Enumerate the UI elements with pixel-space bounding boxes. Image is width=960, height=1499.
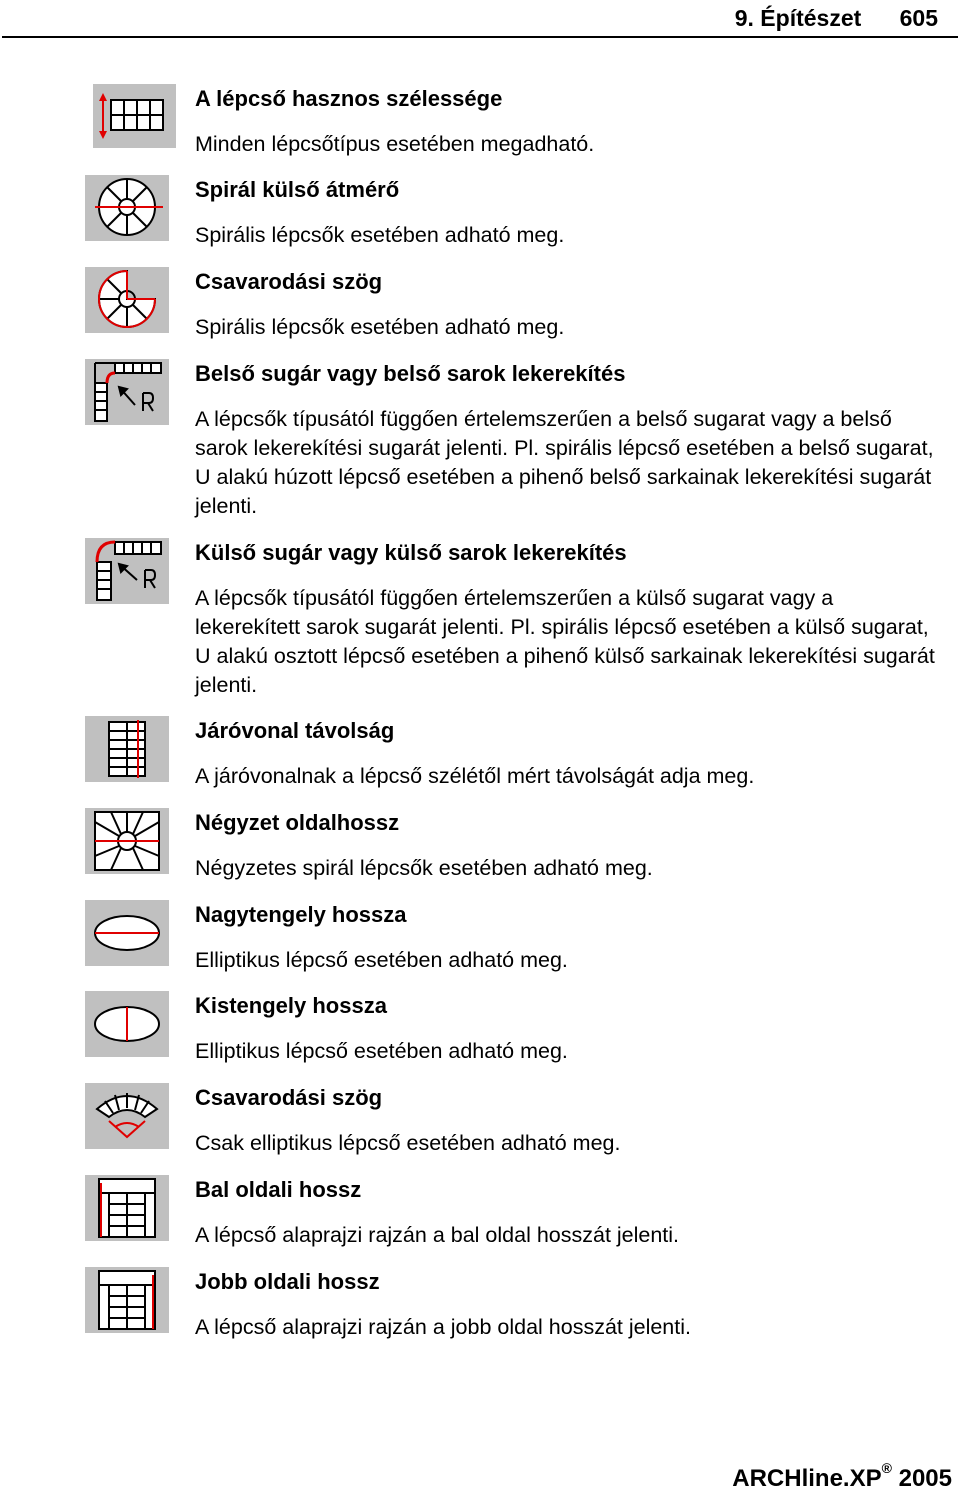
entry-description: A lépcsők típusától függően értelemszerűen a külső sugarat vagy a lekerekített sarok sugarát jelenti. Pl. spirális lépcső esetében a külső sugarat, U alakú osztott lépcső esetében a pihenő külső sarkainak lekerekítési sugarát jelenti. [195,586,935,697]
minor-axis-icon [85,991,169,1057]
registered-trademark: ® [881,1460,892,1476]
entry-description: Csak elliptikus lépcső esetében adható meg. [195,1131,621,1155]
entry-description: Spirális lépcsők esetében adható meg. [195,315,565,339]
spiral-diameter-icon [85,175,169,241]
twist-angle-icon [85,267,169,333]
square-side-icon [85,808,169,874]
entry-description: Minden lépcsőtípus esetében megadható. [195,132,595,156]
product-year: 2005 [898,1465,952,1492]
entry-title: Csavarodási szög [195,1085,383,1110]
stair-width-icon [93,84,176,148]
entry-title: Négyzet oldalhossz [195,810,400,835]
page-number: 605 [899,5,938,31]
header-rule [2,36,958,38]
chapter-title: 9. Építészet [734,5,862,31]
entry-title: Külső sugár vagy külső sarok lekerekítés [195,540,627,565]
entry-title: A lépcső hasznos szélessége [195,86,503,111]
elliptic-twist-icon [85,1083,169,1149]
outer-radius-icon [85,538,169,604]
left-side-length-icon [85,1175,169,1241]
entry-description: A járóvonalnak a lépcső szélétől mért távolságát adja meg. [195,764,755,788]
entry-description: A lépcsők típusától függően értelemszerűen a belső sugarat vagy a belső sarok lekerekítési sugarát jelenti. Pl. spirális lépcső esetében a belső sugarat, U alakú húzott lépcső esetében a pihenő belső sarkainak lekerekítési sugarát jelenti. [195,407,934,518]
entry-title: Járóvonal távolság [195,718,395,743]
major-axis-icon [85,900,169,966]
page-header [0,0,960,40]
entry-description: Elliptikus lépcső esetében adható meg. [195,1039,568,1063]
page-footer [732,1460,952,1493]
entry-title: Bal oldali hossz [195,1177,362,1202]
walkline-distance-icon [85,716,169,782]
entry-description: A lépcső alaprajzi rajzán a jobb oldal hosszát jelenti. [195,1315,691,1339]
entry-title: Nagytengely hossza [195,902,407,927]
right-side-length-icon [85,1267,169,1333]
entry-title: Kistengely hossza [195,993,387,1018]
entry-title: Jobb oldali hossz [195,1269,380,1294]
inner-radius-icon [85,359,169,425]
entry-title: Spirál külső átmérő [195,177,400,202]
entry-description: Spirális lépcsők esetében adható meg. [195,223,565,247]
entry-description: A lépcső alaprajzi rajzán a bal oldal hosszát jelenti. [195,1223,680,1247]
entry-title: Csavarodási szög [195,269,383,294]
entry-description: Elliptikus lépcső esetében adható meg. [195,948,568,972]
entry-description: Négyzetes spirál lépcsők esetében adható meg. [195,856,653,880]
product-name: ARCHline.XP [732,1465,882,1492]
entry-title: Belső sugár vagy belső sarok lekerekítés [195,361,626,386]
